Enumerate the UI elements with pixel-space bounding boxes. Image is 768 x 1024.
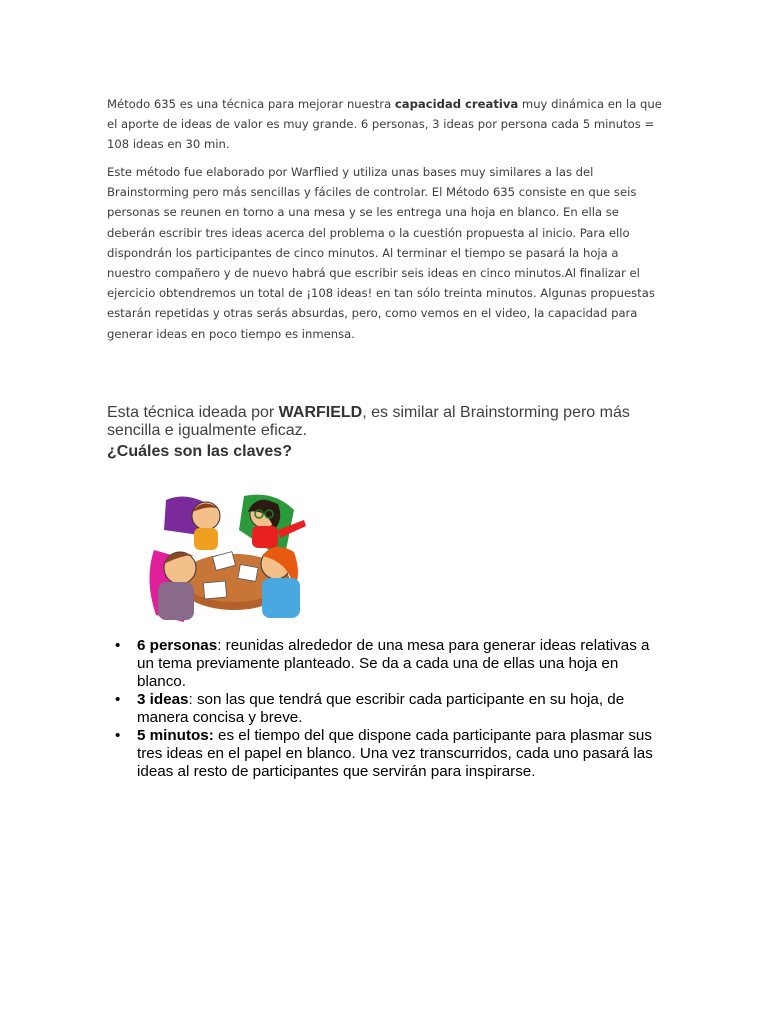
teamwork-clipart-image — [144, 490, 312, 628]
list-item — [107, 637, 667, 691]
intro-text-part: Esta técnica ideada por — [107, 404, 279, 421]
bold-phrase: capacidad creativa — [394, 97, 519, 111]
paragraph-text: Método 635 es una técnica para mejorar nuestra — [107, 97, 395, 111]
paragraph-method-description: Este método fue elaborado por Warflied y utiliza unas bases muy similares a las del Brainstorming pero más sencillas y fáciles de controlar. El Método 635 consiste en que seis personas se reunen en torno a una mesa y se les entrega una hoja en blanco. En ella se deberán escribir tres ideas acerca del problema o la cuestión propuesta al inicio. Para ello dispondrán los participantes de cinco minutos. Al terminar el tiempo se pasará la hoja a nuestro compañero y de nuevo habrá que escribir seis ideas en cinco minutos.Al finalizar el ejercicio obtendremos un total de ¡108 ideas! en tan sólo treinta minutos. Algunas propuestas estarán repetidas y otras serás absurdas, pero, como vemos en el video, la capacidad para generar ideas en poco tiempo es inmensa. — [107, 165, 655, 341]
keys-list — [107, 637, 667, 781]
list-item — [107, 691, 667, 727]
keys-heading: ¿Cuáles son las claves? — [107, 443, 292, 460]
item-key: 6 personas — [137, 637, 218, 654]
item-key: 5 minutos: — [137, 727, 214, 744]
list-item — [107, 727, 667, 781]
bullet: • — [115, 691, 121, 708]
item-key: 3 ideas — [137, 691, 189, 708]
paragraph-method-635 — [107, 94, 663, 155]
intro-text-part: , es similar al Brainstorming pero más sencilla e igualmente eficaz. — [107, 404, 630, 439]
author-name: WARFIELD — [278, 404, 363, 421]
item-text: : son las que tendrá que escribir cada participante en su hoja, de manera concisa y breve. — [137, 691, 625, 726]
intro-text — [107, 404, 677, 439]
bullet: • — [115, 727, 121, 744]
paragraph-text: muy dinámica en la que el aporte de ideas de valor es muy grande. 6 personas, 3 ideas por persona cada 5 minutos = 108 ideas en 30 min. — [107, 97, 662, 152]
item-text: es el tiempo del que dispone cada participante para plasmar sus tres ideas en el papel en blanco. Una vez transcurridos, cada uno pasará las ideas al resto de participantes que servirán para inspirarse. — [137, 727, 653, 780]
item-text: : reunidas alrededor de una mesa para generar ideas relativas a un tema previamente planteado. Se da a cada una de ellas una hoja en blanco. — [137, 637, 650, 690]
bullet: • — [115, 637, 121, 654]
